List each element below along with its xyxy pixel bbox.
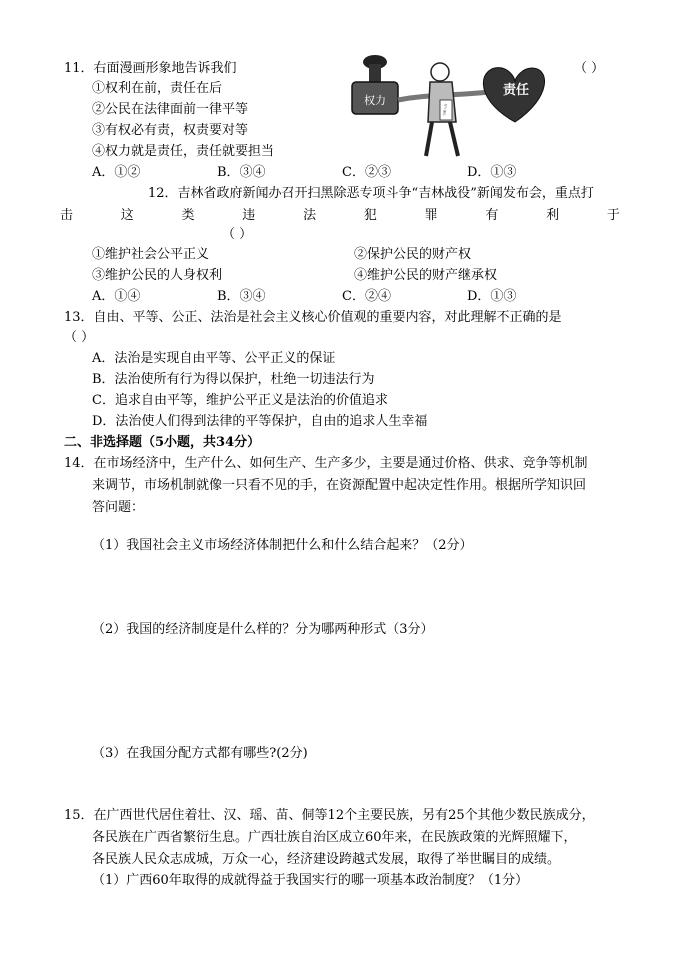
q12-char: 类 (181, 208, 195, 223)
q12-items-row-1 (92, 246, 616, 264)
q11-answer-paren: （ ） (574, 61, 605, 76)
q15-sub-question-1: （1）广西60年取得的成就得益于我国实行的哪一项基本政治制度？（1分） (92, 873, 529, 888)
q13-option-c: C．追求自由平等，维护公平正义是法治的价值追求 (92, 393, 388, 408)
q12-item-3: ③维护公民的人身权利 (92, 268, 223, 283)
q12-option-c: C．②④ (342, 289, 391, 304)
q13-option-a: A．法治是实现自由平等、公平正义的保证 (92, 351, 336, 366)
q14-line-3: 答问题： (92, 500, 145, 515)
q15-line-1: 15．在广西世代居住着壮、汉、瑶、苗、侗等12个主要民族，另有25个其他少数民族成分， (64, 808, 595, 823)
official-figure (426, 63, 458, 156)
q12-answer-paren: （ ） (222, 227, 253, 242)
q12-item-4: ④维护公民的财产继承权 (354, 268, 498, 283)
q12-stem: 12．吉林省政府新闻办召开扫黑除恶专项斗争“吉林战役”新闻发布会，重点打 (148, 186, 594, 201)
q15-line-2: 各民族在广西省繁衍生息。广西壮族自治区成立60年来，在民族政策的光辉照耀下， (92, 830, 577, 845)
q11-option-b: B．③④ (217, 165, 266, 180)
q12-char: 犯 (363, 208, 377, 223)
q12-items-row-2 (92, 267, 616, 285)
q13-option-b: B．法治使所有行为得以保护，杜绝一切违法行为 (92, 372, 375, 387)
q12-char: 违 (242, 208, 256, 223)
q11-stem: 11．右面漫画形象地告诉我们 (64, 61, 237, 76)
q12-spread-line (60, 207, 620, 225)
q11-item-1: ①权利在前，责任在后 (92, 81, 223, 96)
q11-options (92, 164, 592, 182)
q12-char: 法 (303, 208, 317, 223)
q14-line-1: 14．在市场经济中，生产什么、如何生产、生产多少，主要是通过价格、供求、竞争等机制 (64, 456, 588, 471)
q12-option-b: B．③④ (217, 289, 266, 304)
q12-char: 利 (546, 208, 560, 223)
q12-item-1: ①维护社会公平正义 (92, 247, 210, 262)
q13-stem: 13．自由、平等、公正、法治是社会主义核心价值观的重要内容，对此理解不正确的是 (64, 310, 562, 325)
q12-options (92, 288, 592, 306)
heart-label: 责任 (502, 83, 530, 98)
q12-char: 击 (60, 208, 74, 223)
q11-option-d: D．①③ (467, 165, 517, 180)
q13-option-d: D．法治使人们得到法律的平等保护，自由的追求人生幸福 (92, 414, 428, 429)
q12-char: 有 (485, 208, 499, 223)
q14-sub-question-3: （3）在我国分配方式都有哪些?(2分) (92, 746, 308, 761)
stamp-label: 权力 (364, 94, 386, 107)
power-responsibility-cartoon (340, 52, 550, 162)
q12-option-a: A．①④ (92, 289, 141, 304)
q15-line-3: 各民族人民众志成城，万众一心，经济建设跨越式发展，取得了举世瞩目的成绩。 (92, 852, 561, 867)
q14-sub-question-2: （2）我国的经济制度是什么样的？分为哪两种形式（3分） (92, 622, 434, 637)
q12-item-2: ②保护公民的财产权 (354, 247, 472, 262)
q11-item-3: ③有权必有责，权责要对等 (92, 123, 249, 138)
q12-char: 这 (120, 208, 134, 223)
q14-line-2: 来调节，市场机制就像一只看不见的手，在资源配置中起决定性作用。根据所学知识回 (92, 478, 587, 493)
stamp-illustration (352, 55, 398, 114)
q11-option-a: A．①② (92, 165, 141, 180)
q12-char: 罪 (424, 208, 438, 223)
q11-item-2: ②公民在法律面前一律平等 (92, 102, 249, 117)
q14-sub-question-1: （1）我国社会主义市场经济体制把什么和什么结合起来？（2分） (92, 538, 473, 553)
section-heading: 二、非选择题（5小题，共34分） (64, 435, 261, 450)
q11-option-c: C．②③ (342, 165, 391, 180)
q12-option-d: D．①③ (467, 289, 517, 304)
q12-char: 于 (606, 208, 620, 223)
heart-illustration (483, 68, 544, 122)
person-tag: 公职人员 (442, 103, 449, 117)
q11-item-4: ④权力就是责任，责任就要担当 (92, 144, 275, 159)
q13-answer-paren: （ ） (64, 330, 95, 345)
